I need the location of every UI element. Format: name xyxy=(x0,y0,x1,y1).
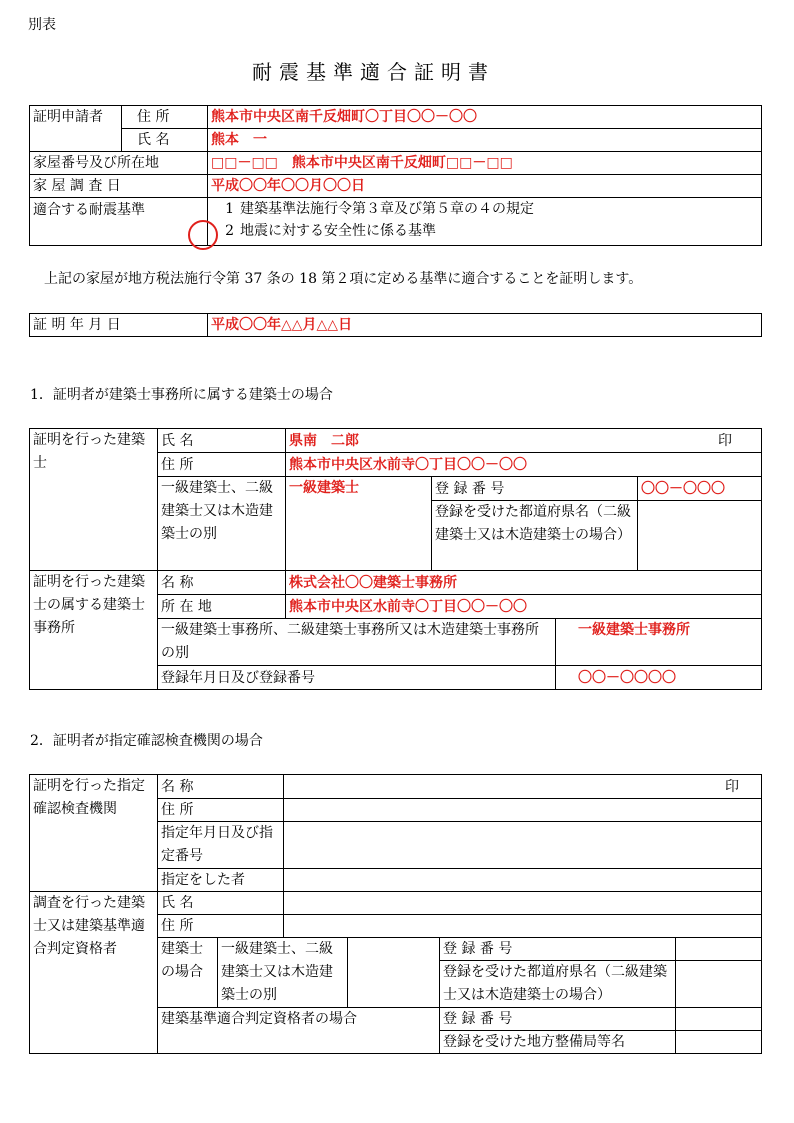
designation-label: 指定年月日及び指定番号 xyxy=(158,822,284,869)
surveyor-label: 調査を行った建築士又は建築基準適合判定資格者 xyxy=(30,892,158,1054)
designator-label: 指定をした者 xyxy=(158,869,284,892)
appendix-label: 別表 xyxy=(28,17,56,33)
proof-date-value: 平成〇〇年△△月△△日 xyxy=(211,317,353,333)
designator-value xyxy=(284,869,762,892)
section1-heading: 1．証明者が建築士事務所に属する建築士の場合 xyxy=(30,387,333,403)
pref-value-2 xyxy=(676,961,762,1008)
bureau-label: 登録を受けた地方整備局等名 xyxy=(440,1031,676,1054)
proof-date-label: 証 明 年 月 日 xyxy=(30,314,208,337)
surveyor-name-label: 氏 名 xyxy=(158,892,284,915)
applicant-address: 熊本市中央区南千反畑町〇丁目〇〇－〇〇 xyxy=(211,109,477,125)
architect-address-value: 熊本市中央区水前寺〇丁目〇〇－〇〇 xyxy=(289,456,527,473)
judge-case-label: 建築基準適合判定資格者の場合 xyxy=(158,1008,440,1054)
option2-number: 2 xyxy=(225,223,234,239)
office-class-value: 一級建築士事務所 xyxy=(578,622,690,638)
address-label: 住 所 xyxy=(122,106,208,129)
standard-label: 適合する耐震基準 xyxy=(30,198,208,246)
applicant-label: 証明申請者 xyxy=(30,106,122,152)
reg-label: 登 録 番 号 xyxy=(440,938,676,961)
office-reg-label: 登録年月日及び登録番号 xyxy=(158,666,556,690)
applicant-name: 熊本 一 xyxy=(211,132,267,148)
agency-label: 証明を行った指定確認検査機関 xyxy=(30,775,158,892)
survey-date-label: 家 屋 調 査 日 xyxy=(30,175,208,198)
office-loc-value: 熊本市中央区水前寺〇丁目〇〇－〇〇 xyxy=(289,598,527,615)
office-label: 証明を行った建築士の属する建築士事務所 xyxy=(30,571,158,690)
architect-name-value: 県南 二郎 xyxy=(289,432,359,449)
bureau-value xyxy=(676,1031,762,1054)
architect-class-label: 一級建築士、二級建築士又は木造建築士の別 xyxy=(158,477,286,571)
section2-heading: 2．証明者が指定確認検査機関の場合 xyxy=(30,733,263,749)
page-title: 耐震基準適合証明書 xyxy=(252,60,495,84)
office-class-label: 一級建築士事務所、二級建築士事務所又は木造建築士事務所の別 xyxy=(158,619,556,666)
house-label: 家屋番号及び所在地 xyxy=(30,152,208,175)
architect-case-label: 建築士の場合 xyxy=(158,938,218,1008)
office-reg-value: 〇〇－〇〇〇〇 xyxy=(578,669,676,686)
class-value xyxy=(348,938,440,1008)
reg-number-label: 登 録 番 号 xyxy=(432,477,638,501)
pref-label: 登録を受けた都道府県名（二級建築士又は木造建築士の場合） xyxy=(432,501,638,571)
section1-table xyxy=(29,428,762,690)
agency-address-label: 住 所 xyxy=(158,799,284,822)
office-loc-label: 所 在 地 xyxy=(158,595,286,619)
surveyor-name-value xyxy=(284,892,762,915)
class-label: 一級建築士、二級建築士又は木造建築士の別 xyxy=(218,938,348,1008)
selected-option-circle xyxy=(188,220,218,250)
architect-class-value: 一級建築士 xyxy=(289,480,359,496)
option1-text: 建築基準法施行令第３章及び第５章の４の規定 xyxy=(240,201,534,217)
architect-address-label: 住 所 xyxy=(158,453,286,477)
designation-value xyxy=(284,822,762,869)
summary-table xyxy=(29,105,762,246)
option1-number: 1 xyxy=(225,201,234,217)
agency-address-value xyxy=(284,799,762,822)
pref-value xyxy=(638,501,762,571)
section2-table xyxy=(29,774,762,1054)
seal-mark: 印 xyxy=(718,432,732,449)
survey-date-value: 平成〇〇年〇〇月〇〇日 xyxy=(211,178,365,194)
judge-reg-value xyxy=(676,1008,762,1031)
judge-reg-label: 登 録 番 号 xyxy=(440,1008,676,1031)
name-label: 氏 名 xyxy=(122,129,208,152)
reg-value xyxy=(676,938,762,961)
surveyor-address-label: 住 所 xyxy=(158,915,284,938)
office-name-value: 株式会社〇〇建築士事務所 xyxy=(289,574,457,591)
office-name-label: 名 称 xyxy=(158,571,286,595)
pref-label-2: 登録を受けた都道府県名（二級建築士又は木造建築士の場合） xyxy=(440,961,676,1008)
agency-name-label: 名 称 xyxy=(158,775,284,799)
proof-date-table xyxy=(29,313,762,337)
house-value: □□－□□ 熊本市中央区南千反畑町□□－□□ xyxy=(211,155,513,171)
agency-seal: 印 xyxy=(284,775,762,799)
surveyor-address-value xyxy=(284,915,762,938)
architect-name-label: 氏 名 xyxy=(158,429,286,453)
certification-statement: 上記の家屋が地方税法施行令第 37 条の 18 第２項に定める基準に適合することを証明します。 xyxy=(44,271,643,287)
architect-label: 証明を行った建築士 xyxy=(30,429,158,571)
option2-text: 地震に対する安全性に係る基準 xyxy=(240,223,436,239)
reg-number-value: 〇〇－〇〇〇 xyxy=(641,480,725,497)
